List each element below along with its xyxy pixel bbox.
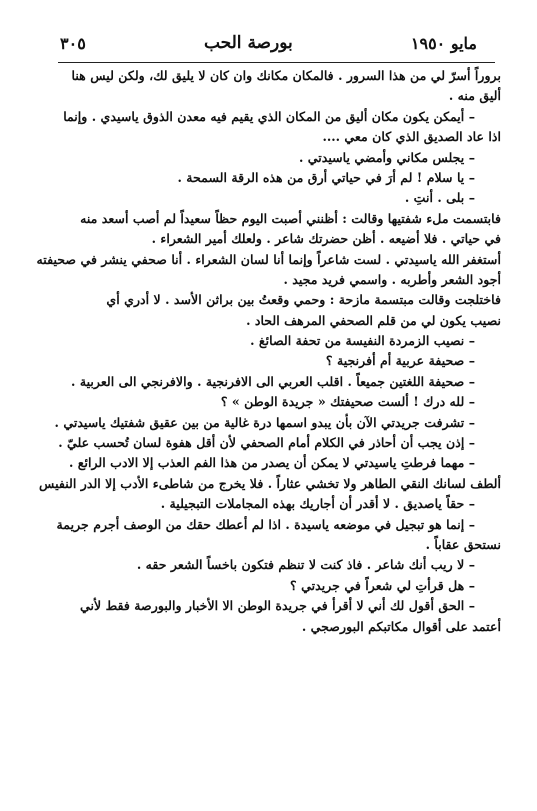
text-line: – يجلس مكاني وأمضي ياسيدتي . (298, 149, 475, 165)
text-line: – مهما فرطتِ ياسيدتي لا يمكن أن يصدر من هذا الفم العذب إلا الادب الرائع . (68, 455, 475, 471)
running-title: بورصة الحب (203, 33, 293, 53)
text-line: أجود الشعر وأطربه . واسمي فريد مجيد . (283, 271, 501, 287)
text-line: أستغفر الله ياسيدتي . لست شاعراً وإنما أنا لسان الشعراء . أنا صحفي ينشر في صحيفته (36, 251, 501, 267)
text-line: أعتمد على أقوال مكاتبكم البورصجي . (301, 618, 501, 634)
text-line: – لا ريب أنك شاعر . فاذ كنت لا تنظم فتكون باخساً الشعر حقه . (136, 557, 475, 573)
text-line: – لله درك ! ألست صحيفتك « جريدة الوطن » ؟ (220, 394, 475, 410)
text-line: – تشرفت جريدتي الآن بأن يبدو اسمها درة غالية من بين عقيق شفتيك ياسيدتي . (54, 414, 475, 430)
header-rule (58, 62, 495, 63)
text-line: بروراً أسرّ لي من هذا السرور . فالمكان مكانك وان كان لا يليق لك، ولكن ليس هنا (71, 68, 501, 83)
text-line: نستحق عقاباً . (425, 536, 501, 552)
text-line: اذا عاد الصديق الذي كان معي .... (322, 129, 501, 145)
text-line: أليق منه . (448, 88, 501, 104)
text-line: – صحيفة اللغتين جميعاً . اقلب العربي الى الافرنجية . والافرنجي الى العربية . (71, 373, 475, 389)
text-line: – الحق أقول لك أني لا أقرأ في جريدة الوطن الا الأخبار والبورصة فقط لأني (80, 598, 475, 614)
text-line: – هل قرأتِ لي شعراً في جريدتي ؟ (290, 577, 475, 593)
text-line: فاختلجت وقالت مبتسمة مازحة : وحمي وقعتُ بين براثن الأسد . لا أدري أي (106, 292, 501, 308)
text-line: – إنما هو تبجيل في موضعه ياسيدة . اذا لم أعطك حقك من الوصف أجرم جريمة (56, 516, 475, 532)
text-line: – أيمكن يكون مكان أليق من المكان الذي يقيم فيه معدن الذوق ياسيدي . وإنما (63, 108, 475, 124)
text-line: نصيب يكون لي من قلم الصحفي المرهف الحاد . (246, 312, 501, 328)
page-number: ٣٠٥ (60, 33, 86, 53)
text-line: – إذن يجب أن أحاذر في الكلام أمام الصحفي لأن أقل هفوة لسان تُحسب عليّ . (58, 435, 475, 451)
text-line: في حياتي . فلا أضيعه . أظن حضرتك شاعر . ولعلك أمير الشعراء . (151, 231, 501, 247)
text-line: – يا سلام ! لم أرَ في حياتي أرق من هذه الرقة السمحة . (177, 169, 475, 185)
body-text (34, 66, 501, 637)
text-line: – حقاً ياصديق . لا أقدر أن أجاريك بهذه المجاملات التبجيلية . (160, 496, 475, 512)
text-line: ألطف لسانك النقي الطاهر ولا تخشي عثاراً . فلا يخرج من شاطىء الأدب إلا الدر النفيس (39, 475, 501, 491)
text-line: – صحيفة عربية أم أفرنجية ؟ (325, 353, 475, 369)
text-line: – نصيب الزمردة النفيسة من تحفة الصائغ . (250, 333, 475, 349)
page-header (60, 28, 477, 58)
issue-date: مايو ١٩٥٠ (410, 33, 477, 53)
text-line: فابتسمت ملء شفتيها وقالت : أظنني أصبت اليوم حظاً سعيداً لم أصب أسعد منه (80, 210, 501, 226)
text-line: – بلى . أنتِ . (404, 190, 475, 206)
